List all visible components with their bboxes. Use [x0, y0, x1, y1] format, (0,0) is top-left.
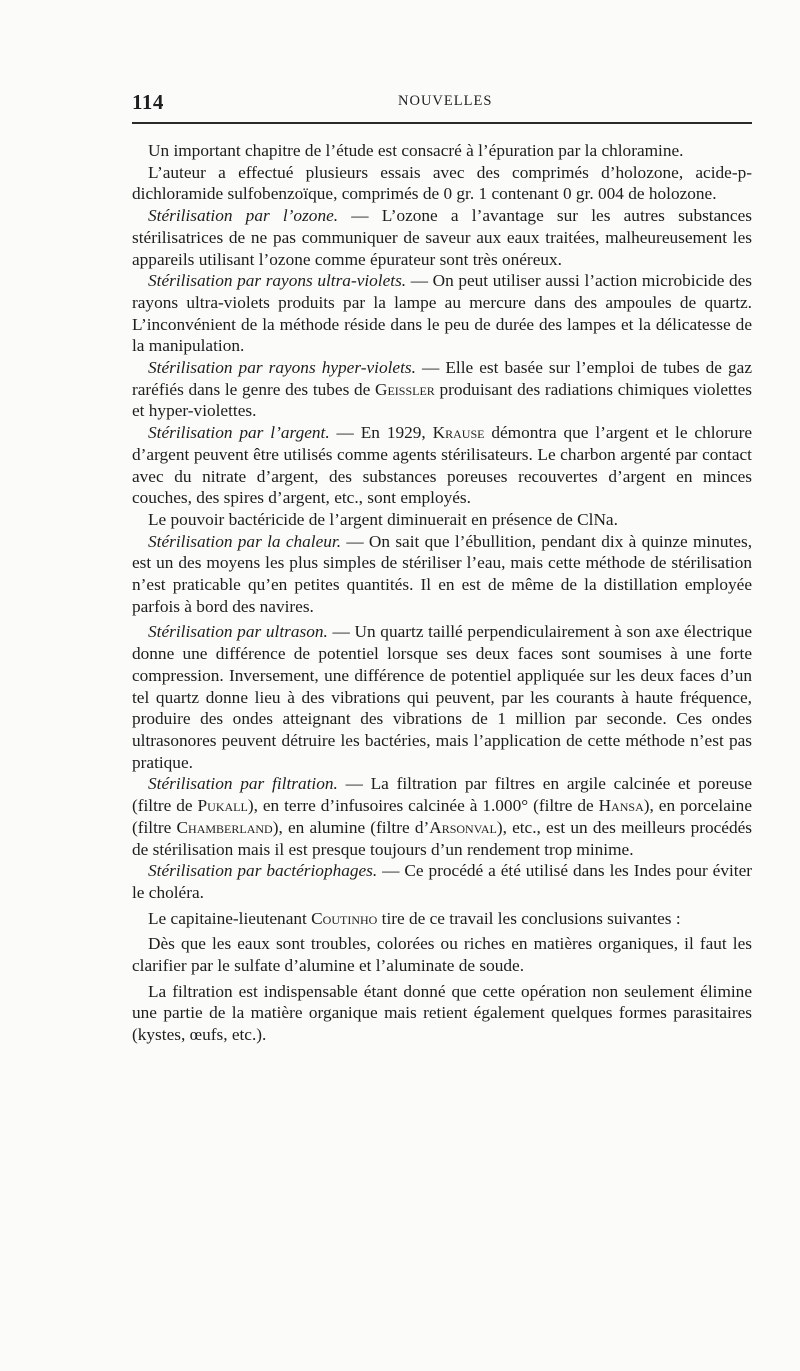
paragraph-hyperviolet: [132, 357, 752, 422]
section-title: Stérilisation par rayons ultra-violets.: [148, 271, 407, 291]
paragraph-text: Le capitaine-lieutenant: [148, 908, 312, 928]
paragraph-ozone: [132, 205, 752, 270]
paragraph-heat: [132, 531, 752, 618]
paragraph-text: — On peut utiliser aussi l’action microbicide des rayons ultra-violets produits par la lampe au mercure dans des ampoules de quartz. L’inconvénient de la méthode réside dans le peu de durée des lampes et la délicatesse de la manipulation.: [132, 271, 752, 356]
paragraph: Un important chapitre de l’étude est consacré à l’épuration par la chloramine.: [148, 141, 684, 160]
person-name: Geissler: [374, 379, 435, 399]
page-header: [132, 90, 752, 114]
person-name: Arsonval: [429, 817, 497, 837]
paragraph: Le pouvoir bactéricide de l’argent diminuerait en présence de ClNa.: [148, 509, 618, 529]
paragraph-ultraviolet: [132, 270, 752, 357]
section-title: Stérilisation par filtration.: [148, 774, 338, 794]
paragraph-text: — Elle est basée sur l’emploi de tubes de gaz raréfiés dans le genre des tubes de: [132, 358, 753, 399]
paragraph-text: tire de ce travail les conclusions suivantes :: [377, 908, 681, 928]
paragraph: Dès que les eaux sont troubles, colorées ou riches en matières organiques, il faut les clarifier par le sulfate d’alumine et l’aluminate de soude.: [132, 934, 752, 976]
section-title: Stérilisation par l’ozone.: [148, 206, 339, 226]
paragraph: La filtration est indispensable étant donné que cette opération non seulement élimine une partie de la matière organique mais retient également quelques formes parasitaires (kystes, œufs, etc.).: [132, 981, 752, 1045]
section-title: Stérilisation par rayons hyper-violets.: [148, 358, 416, 378]
paragraph-filtration: [132, 773, 752, 860]
section-title: Stérilisation par l’argent.: [148, 423, 330, 443]
header-rule: [132, 122, 752, 124]
paragraph-ultrasound: [132, 621, 752, 773]
paragraph-text: ), etc., est un des meilleurs procédés de stérilisation mais il est presque toujours d’un rendement trop minime.: [132, 817, 752, 859]
paragraph-text: — La filtration par filtres en argile calcinée et poreuse (filtre de: [132, 774, 752, 816]
paragraph-silver: [132, 422, 752, 509]
person-name: Pukall: [197, 796, 248, 816]
running-title: NOUVELLES: [398, 93, 493, 109]
page-number: 114: [132, 90, 164, 114]
paragraph-text: ), en porcelaine (filtre: [132, 796, 752, 837]
paragraph-text: ), en terre d’infusoires calcinée à 1.000° (filtre de: [247, 796, 599, 816]
section-title: Stérilisation par la chaleur.: [148, 531, 342, 551]
paragraph-text: — En 1929,: [329, 423, 433, 443]
paragraph-text: démontra que l’argent et le chlorure d’argent peuvent être utilisés comme agents stérilisateurs. Le charbon argenté par contact avec du nitrate d’argent, des substances poreuses recouvertes d’argent en minces couches, des spires d’argent, etc., sont employés.: [132, 423, 752, 508]
paragraph-text: ), en alumine (filtre d’: [272, 817, 430, 837]
person-name: Hansa: [598, 796, 644, 816]
paragraph-text: — Un quartz taillé perpendiculairement à son axe électrique donne une différence de potentiel lorsque ses deux faces sont soumises à une forte compression. Inversement, une différence de potentiel appliquée sur les deux faces d’un tel quartz donne lieu à des vibrations qui peuvent, par les courants à haute fréquence, produire des ondes atteignant des vibrations de 1 million par seconde. Ces ondes ultrasonores peuvent détruire les bactéries, mais l’application de cette méthode n’est pas pratique.: [132, 622, 752, 772]
person-name: Coutinho: [311, 908, 378, 928]
paragraph-text: — On sait que l’ébullition, pendant dix à quinze minutes, est un des moyens les plus simples de stériliser l’eau, mais cette méthode de stérilisation n’est praticable qu’en petites quantités. Il en est de même de la distillation employée parfois à bord des navires.: [132, 531, 753, 616]
paragraph-conclusions-intro: [132, 908, 752, 930]
person-name: Krause: [432, 423, 485, 443]
section-title: Stérilisation par bactériophages.: [148, 861, 378, 881]
paragraph-bacteriophages: [132, 860, 752, 903]
person-name: Chamberland: [176, 817, 273, 837]
paragraph-text: — L’ozone a l’avantage sur les autres substances stérilisatrices de ne pas communiquer de saveur aux eaux traitées, malheureusement les appareils utilisant l’ozone comme épurateur sont très onéreux.: [132, 206, 752, 269]
body-text: [132, 140, 752, 1046]
paragraph-text: — Ce procédé a été utilisé dans les Indes pour éviter le choléra.: [132, 861, 752, 902]
section-title: Stérilisation par ultrason.: [148, 622, 328, 642]
paragraph: L’auteur a effectué plusieurs essais avec des comprimés d’holozone, acide-p-dichloramide sulfobenzoïque, comprimés de 0 gr. 1 contenant 0 gr. 004 de holozone.: [132, 162, 752, 204]
paragraph-text: produisant des radiations chimiques violettes et hyper-violettes.: [132, 379, 752, 421]
